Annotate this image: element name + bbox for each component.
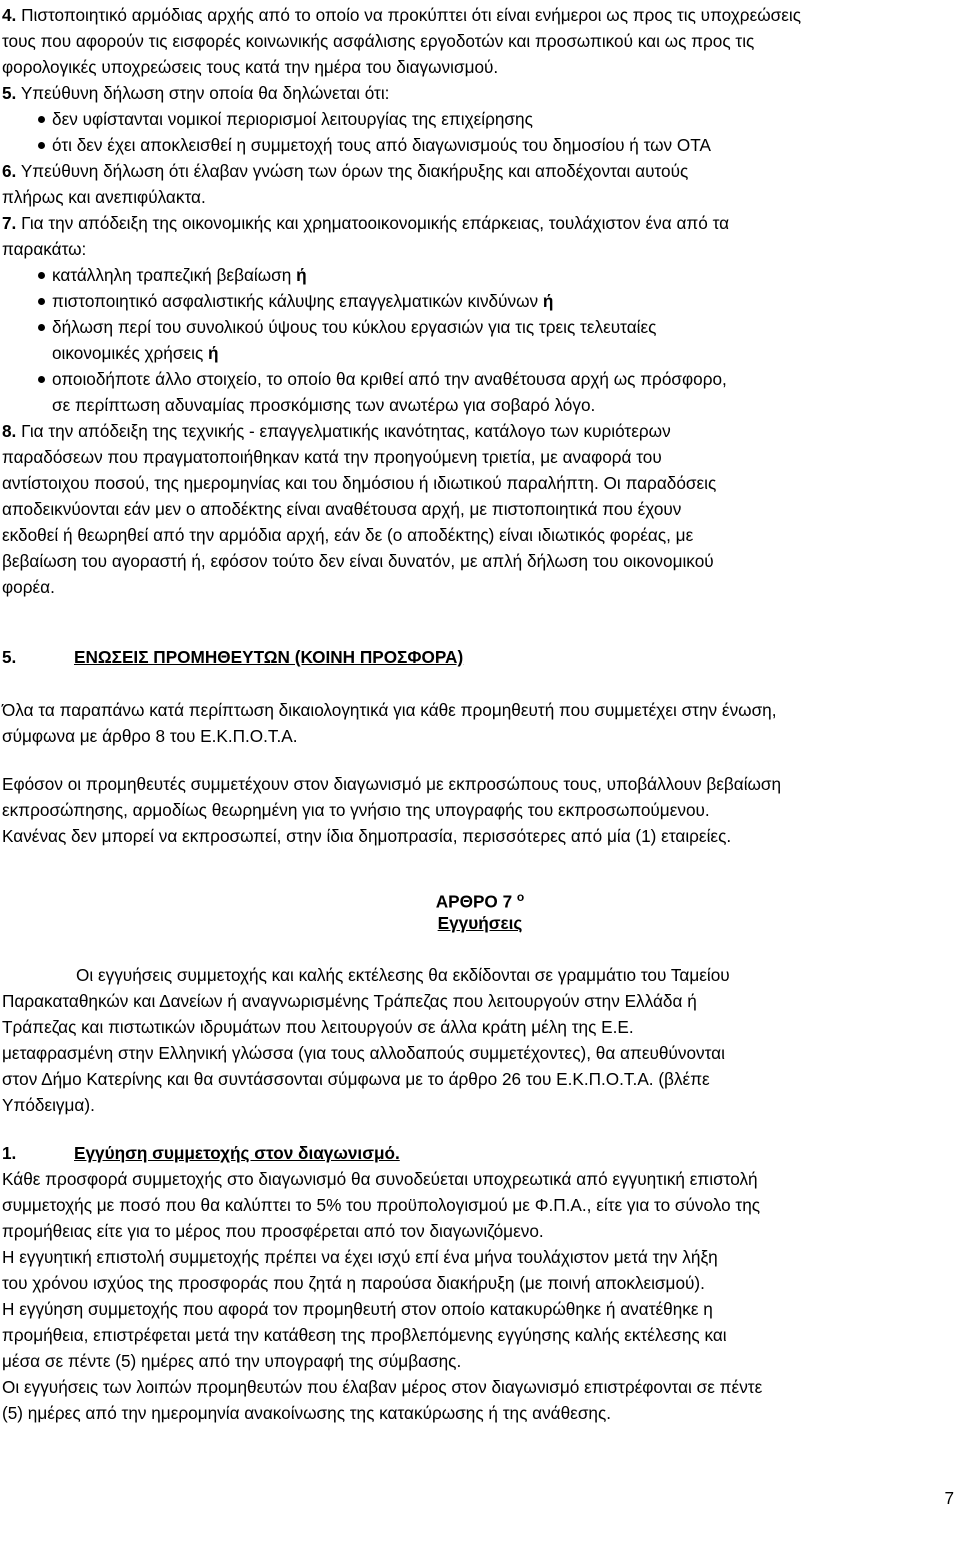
para-part-line-1: Κάθε προσφορά συμμετοχής στο διαγωνισμό θα συνοδεύεται υποχρεωτικά από εγγυητική επιστολή [2, 1169, 758, 1189]
item-7-line-1: 7. Για την απόδειξη της οικονομικής και χρηματοοικονομικής επάρκειας, τουλάχιστον ένα από τα [2, 213, 730, 233]
para-part-line-7: προμήθεια, επιστρέφεται μετά την κατάθεση της προβλεπόμενης εγγύησης καλής εκτέλεσης και [2, 1325, 727, 1345]
item-7-bullet-4: οποιοδήποτε άλλο στοιχείο, το οποίο θα κριθεί από την αναθέτουσα αρχή ως πρόσφορο, [52, 366, 956, 392]
item-5-bullet-1: δεν υφίστανται νομικοί περιορισμοί λειτουργίας της επιχείρησης [52, 106, 956, 132]
sub-1-title: Εγγύηση συμμετοχής στον διαγωνισμό. [74, 1143, 400, 1163]
para-part-line-3: προμήθειας είτε για το μέρος που προσφέρεται από τον διαγωνιζόμενο. [2, 1221, 544, 1241]
para-part-line-9: Οι εγγυήσεις των λοιπών προμηθευτών που έλαβαν μέρος στον διαγωνισμό επιστρέφονται σε πέντε [2, 1377, 763, 1397]
sub-1-number: 1. [2, 1143, 17, 1163]
item-7-bullet-4-cont: σε περίπτωση αδυναμίας προσκόμισης των ανωτέρω για σοβαρό λόγο. [52, 395, 596, 415]
article-title: ΑΡΘΡΟ 7 $^o$ [435, 890, 525, 912]
para-all-line-1: Όλα τα παραπάνω κατά περίπτωση δικαιολογητικά για κάθε προμηθευτή που συμμετέχει στην ένωση, [2, 700, 777, 720]
item-4-number: 4. [2, 5, 17, 25]
para-part-line-5: του χρόνου ισχύος της προσφοράς που ζητά η παρούσα διακήρυξη (με ποινή αποκλεισμού). [2, 1273, 705, 1293]
para-part-line-4: Η εγγυητική επιστολή συμμετοχής πρέπει να έχει ισχύ επί ένα μήνα τουλάχιστον μετά την λήξη [2, 1247, 718, 1267]
item-5-line: 5. Υπεύθυνη δήλωση στην οποία θα δηλώνεται ότι: [2, 83, 390, 103]
item-5-bullet-2: ότι δεν έχει αποκλεισθεί η συμμετοχή τους από διαγωνισμούς του δημοσίου ή των ΟΤΑ [52, 132, 956, 158]
item-6-number: 6. [2, 161, 17, 181]
para-guar-line-4: μεταφρασμένη στην Ελληνική γλώσσα (για τους αλλοδαπούς συμμετέχοντες), θα απευθύνονται [2, 1043, 725, 1063]
item-8-number: 8. [2, 421, 17, 441]
para-part-line-2: συμμετοχής με ποσό που θα καλύπτει το 5% του προϋπολογισμού με Φ.Π.Α., είτε για το σύνολο της [2, 1195, 761, 1215]
item-7-bullet-3: δήλωση περί του συνολικού ύψους του κύκλου εργασιών για τις τρεις τελευταίες [52, 314, 956, 340]
para-guar-line-5: στον Δήμο Κατερίνης και θα συντάσσονται σύμφωνα με το άρθρο 26 του Ε.Κ.Π.Ο.Τ.Α. (βλέπε [2, 1069, 710, 1089]
item-6-line-2: πλήρως και ανεπιφύλακτα. [2, 187, 206, 207]
item-4-line-1: 4. Πιστοποιητικό αρμόδιας αρχής από το οποίο να προκύπτει ότι είναι ενήμεροι ως προς τις υποχρεώσεις [2, 5, 802, 25]
item-7-bullet-1: κατάλληλη τραπεζική βεβαίωση ή [52, 262, 956, 288]
para-rep-line-3: Κανένας δεν μπορεί να εκπροσωπεί, στην ίδια δημοπρασία, περισσότερες από μία (1) εταιρείες. [2, 826, 732, 846]
article-superscript: ο [516, 890, 525, 904]
section-5-title: ΕΝΩΣΕΙΣ ΠΡΟΜΗΘΕΥΤΩΝ (ΚΟΙΝΗ ΠΡΟΣΦΟΡΑ) [74, 647, 464, 667]
para-rep-line-2: εκπροσώπησης, αρμοδίως θεωρημένη για το γνήσιο της υπογραφής του εκπροσωπούμενου. [2, 800, 710, 820]
item-8-line-7: φορέα. [2, 577, 55, 597]
item-7-bullet-2: πιστοποιητικό ασφαλιστικής κάλυψης επαγγελματικών κινδύνων ή [52, 288, 956, 314]
item-7-line-2: παρακάτω: [2, 239, 87, 259]
para-part-line-6: Η εγγύηση συμμετοχής που αφορά τον προμηθευτή στον οποίο κατακυρώθηκε ή ανατέθηκε η [2, 1299, 713, 1319]
item-8-line-5: εκδοθεί ή θεωρηθεί από την αρμόδια αρχή, εάν δε (ο αποδέκτης) είναι ιδιωτικός φορέας, με [2, 525, 694, 545]
item-4-line-2: τους που αφορούν τις εισφορές κοινωνικής ασφάλισης εργοδοτών και προσωπικού και ως προς τις [2, 31, 755, 51]
item-8-line-2: παραδόσεων που πραγματοποιήθηκαν κατά την προηγούμενη τριετία, με αναφορά του [2, 447, 662, 467]
item-7-number: 7. [2, 213, 17, 233]
para-rep-line-1: Εφόσον οι προμηθευτές συμμετέχουν στον διαγωνισμό με εκπροσώπους τους, υποβάλλουν βεβαίωση [2, 774, 782, 794]
article-subtitle: Εγγυήσεις [437, 913, 523, 933]
section-5-number: 5. [2, 647, 17, 667]
para-all-line-2: σύμφωνα με άρθρο 8 του Ε.Κ.Π.Ο.Τ.Α. [2, 726, 298, 746]
item-8-line-1: 8. Για την απόδειξη της τεχνικής - επαγγελματικής ικανότητας, κατάλογο των κυριότερων [2, 421, 671, 441]
para-guar-line-2: Παρακαταθηκών και Δανείων ή αναγνωρισμένης Τράπεζας που λειτουργούν στην Ελλάδα ή [2, 991, 697, 1011]
item-8-line-4: αποδεικνύονται εάν μεν ο αποδέκτης είναι αναθέτουσα αρχή, με πιστοποιητικά που έχουν [2, 499, 682, 519]
item-8-line-3: αντίστοιχου ποσού, της ημερομηνίας και του δημόσιου ή ιδιωτικού παραλήπτη. Οι παραδόσεις [2, 473, 717, 493]
para-guar-line-6: Υπόδειγμα). [2, 1095, 95, 1115]
item-4-line-3: φορολογικές υποχρεώσεις τους κατά την ημέρα του διαγωνισμού. [2, 57, 499, 77]
para-guar-line-3: Τράπεζας και πιστωτικών ιδρυμάτων που λειτουργούν σε άλλα κράτη μέλη της Ε.Ε. [2, 1017, 634, 1037]
para-part-line-8: μέσα σε πέντε (5) ημέρες από την υπογραφή της σύμβασης. [2, 1351, 462, 1371]
para-guar-line-1: Οι εγγυήσεις συμμετοχής και καλής εκτέλεσης θα εκδίδονται σε γραμμάτιο του Ταμείου [76, 965, 730, 985]
para-part-line-10: (5) ημέρες από την ημερομηνία ανακοίνωσης της κατακύρωσης ή της ανάθεσης. [2, 1403, 612, 1423]
item-8-line-6: βεβαίωση του αγοραστή ή, εφόσον τούτο δεν είναι δυνατόν, με απλή δήλωση του οικονομικού [2, 551, 714, 571]
page-number: 7 [944, 1488, 954, 1508]
item-5-number: 5. [2, 83, 17, 103]
item-7-bullet-3-cont: οικονομικές χρήσεις ή [52, 343, 219, 363]
item-6-line-1: 6. Υπεύθυνη δήλωση ότι έλαβαν γνώση των όρων της διακήρυξης και αποδέχονται αυτούς [2, 161, 689, 181]
